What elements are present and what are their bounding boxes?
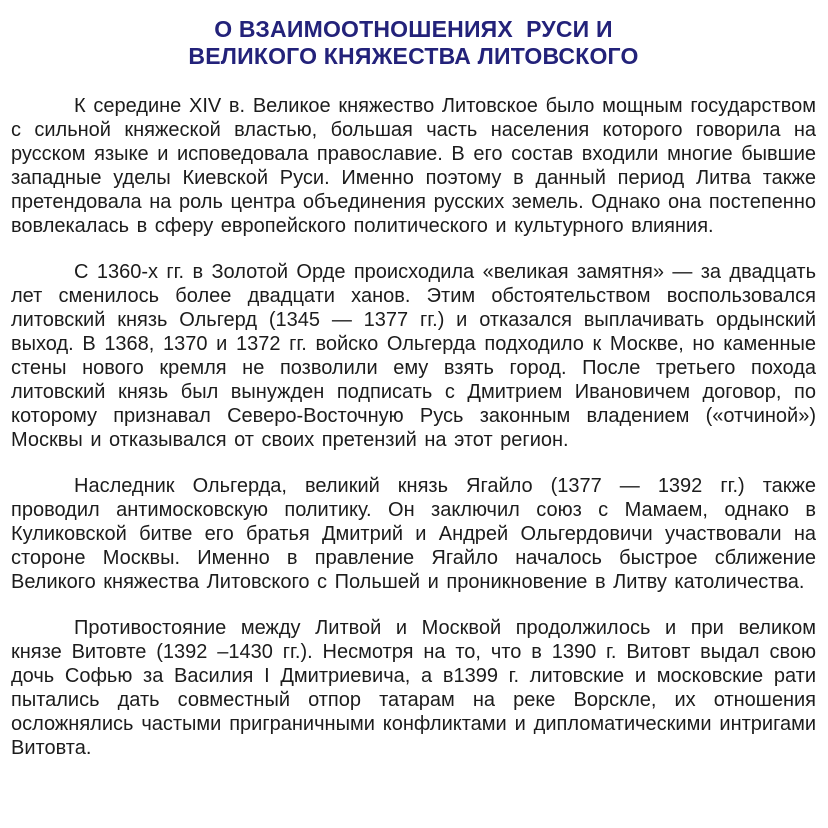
document-title — [11, 16, 816, 70]
document-body — [11, 94, 816, 760]
title-line-1: О ВЗАИМООТНОШЕНИЯХ РУСИ И — [214, 16, 613, 42]
paragraph-4: Противостояние между Литвой и Москвой продолжилось и при великом князе Витовте (1392 –1430 гг.). Несмотря на то, что в 1390 г. Витовт выдал свою дочь Софью за Василия I Дмитриевича, а в1399 г. литовские и московские рати пытались дать совместный отпор татарам на реке Ворскле, их отношения осложнялись частыми приграничными конфликтами и дипломатическими интригами Витовта. — [11, 617, 816, 759]
paragraph-1: К середине XIV в. Великое княжество Литовское было мощным государством с сильной княжеской властью, большая часть населения которого говорила на русском языке и исповедовала православие. В его состав входили многие бывшие западные уделы Киевской Руси. Именно поэтому в данный период Литва также претендовала на роль центра объединения русских земель. Однако она постепенно вовлекалась в сферу европейского политического и культурного влияния. — [11, 95, 816, 237]
paragraph-2: С 1360-х гг. в Золотой Орде происходила «великая замятня» — за двадцать лет сменилось более двадцати ханов. Этим обстоятельством воспользовался литовский князь Ольгерд (1345 — 1377 гг.) и отказался выплачивать ордынский выход. В 1368, 1370 и 1372 гг. войско Ольгерда подходило к Москве, но каменные стены нового кремля не позволили ему взять город. После третьего похода литовский князь был вынужден подписать с Дмитрием Ивановичем договор, по которому признавал Северо-Восточную Русь законным владением («отчиной») Москвы и отказывался от своих претензий на этот регион. — [11, 261, 816, 451]
paragraph-3: Наследник Ольгерда, великий князь Ягайло (1377 — 1392 гг.) также проводил антимосковскую политику. Он заключил союз с Мамаем, однако в Куликовской битве его братья Дмитрий и Андрей Ольгердовичи участвовали на стороне Москвы. Именно в правление Ягайло началось быстрое сближение Великого княжества Литовского с Польшей и проникновение в Литву католичества. — [11, 475, 816, 593]
title-line-2: ВЕЛИКОГО КНЯЖЕСТВА ЛИТОВСКОГО — [188, 43, 639, 69]
